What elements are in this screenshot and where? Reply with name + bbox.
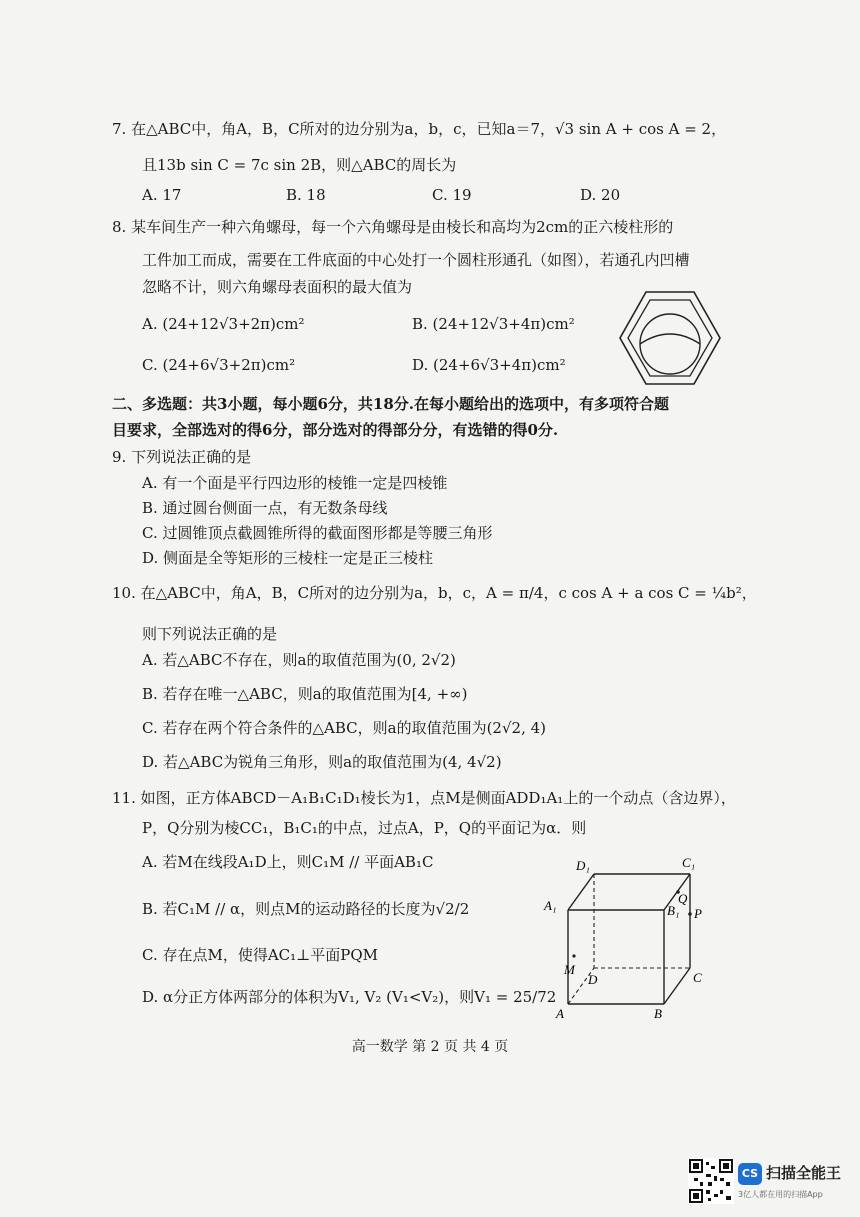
- qr-code-icon: [688, 1158, 734, 1204]
- q8-stem-line3: 忽略不计，则六角螺母表面积的最大值为: [142, 278, 413, 296]
- q7-option-d: D. 20: [580, 186, 621, 204]
- label-p: P: [694, 906, 702, 921]
- q10-option-c: C. 若存在两个符合条件的△ABC，则a的取值范围为(2√2, 4): [142, 719, 546, 737]
- q11-option-c: C. 存在点M，使得AC₁⊥平面PQM: [142, 946, 379, 964]
- q8-stem-line2: 工件加工而成，需要在工件底面的中心处打一个圆柱形通孔（如图），若通孔内凹槽: [142, 251, 690, 269]
- q9-option-d: D. 侧面是全等矩形的三棱柱一定是正三棱柱: [142, 549, 434, 567]
- label-a: A: [556, 1006, 564, 1021]
- label-m: M: [564, 962, 575, 977]
- scanner-tagline: 3亿人都在用的扫描App: [738, 1190, 823, 1199]
- q9-option-c: C. 过圆锥顶点截圆锥所得的截面图形都是等腰三角形: [142, 524, 493, 542]
- page-footer: 高一数学 第 2 页 共 4 页: [351, 1039, 509, 1055]
- q11-stem-line2: P，Q分别为棱CC₁，B₁C₁的中点，过点A，P，Q的平面记为α．则: [142, 819, 587, 837]
- scanner-logo-icon: CS: [738, 1163, 762, 1185]
- hex-nut-figure: [616, 288, 724, 388]
- q8-option-a: A. (24+12√3+2π)cm²: [142, 315, 305, 333]
- q9-option-a: A. 有一个面是平行四边形的棱锥一定是四棱锥: [142, 474, 448, 492]
- q7-option-c: C. 19: [432, 186, 472, 204]
- label-c: C: [693, 970, 702, 985]
- q7-stem-line1: 7. 在△ABC中，角A，B，C所对的边分别为a，b，c，已知a＝7，√3 sin A + cos A = 2，: [112, 120, 727, 138]
- q10-stem-line2: 则下列说法正确的是: [142, 625, 278, 643]
- label-c1: C₁: [682, 855, 696, 870]
- q10-stem-line1: 10. 在△ABC中，角A，B，C所对的边分别为a，b，c，A = π/4，c cos A + a cos C = ¼b²，: [112, 584, 757, 602]
- q9-option-b: B. 通过圆台侧面一点，有无数条母线: [142, 499, 388, 517]
- q11-option-a: A. 若M在线段A₁D上，则C₁M // 平面AB₁C: [142, 853, 434, 871]
- q7-stem-line2: 且13b sin C = 7c sin 2B，则△ABC的周长为: [142, 156, 457, 174]
- q11-stem-line1: 11. 如图，正方体ABCD－A₁B₁C₁D₁棱长为1，点M是侧面ADD₁A₁上的一个动点（含边界），: [112, 789, 736, 807]
- q8-option-c: C. (24+6√3+2π)cm²: [142, 356, 296, 374]
- label-b1: B₁: [667, 903, 680, 918]
- q7-option-b: B. 18: [286, 186, 326, 204]
- q10-option-a: A. 若△ABC不存在，则a的取值范围为(0, 2√2): [142, 651, 456, 669]
- label-b: B: [654, 1006, 662, 1021]
- q8-option-b: B. (24+12√3+4π)cm²: [412, 315, 575, 333]
- section2-header-line1: 二、多选题：共3小题，每小题6分，共18分.在每小题给出的选项中，有多项符合题: [112, 395, 669, 413]
- q8-stem-line1: 8. 某车间生产一种六角螺母，每一个六角螺母是由棱长和高均为2cm的正六棱柱形的: [112, 218, 674, 236]
- cube-figure: [540, 852, 720, 1024]
- q8-option-d: D. (24+6√3+4π)cm²: [412, 356, 566, 374]
- label-q: Q: [678, 891, 688, 906]
- q7-option-a: A. 17: [142, 186, 182, 204]
- section2-header-line2: 目要求，全部选对的得6分，部分选对的得部分分，有选错的得0分.: [112, 421, 559, 439]
- q10-option-d: D. 若△ABC为锐角三角形，则a的取值范围为(4, 4√2): [142, 753, 502, 771]
- label-d1: D₁: [576, 858, 590, 873]
- q9-stem: 9. 下列说法正确的是: [112, 448, 252, 466]
- label-d: D: [588, 972, 598, 987]
- q11-option-d: D. α分正方体两部分的体积为V₁, V₂ (V₁<V₂)，则V₁ = 25/72: [142, 988, 557, 1006]
- q10-option-b: B. 若存在唯一△ABC，则a的取值范围为[4, +∞): [142, 685, 468, 703]
- scanner-app-name: 扫描全能王: [766, 1164, 842, 1182]
- q11-option-b: B. 若C₁M // α，则点M的运动路径的长度为√2/2: [142, 900, 470, 918]
- label-a1: A₁: [544, 898, 557, 913]
